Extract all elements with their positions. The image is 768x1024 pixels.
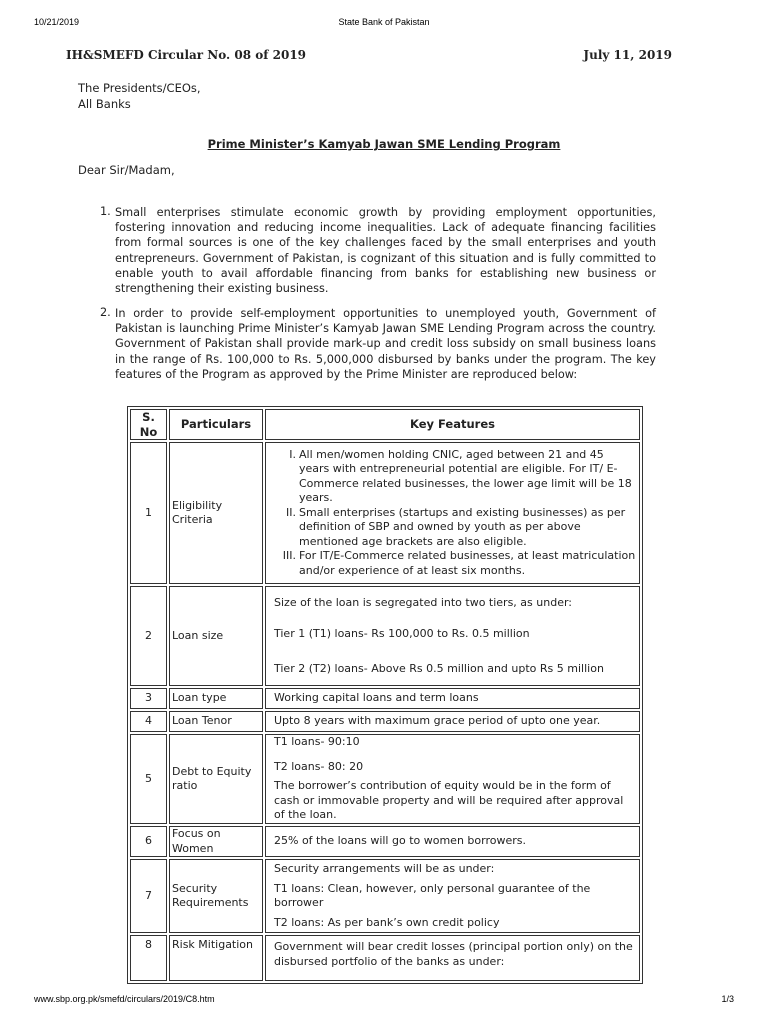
table-header-row	[130, 409, 640, 440]
feature-line: The borrower’s contribution of equity would be in the form of cash or immovable property and will be required after approval of the loan.	[274, 779, 624, 822]
cell-particular: Eligibility Criteria	[169, 442, 263, 584]
feature-line: Tier 2 (T2) loans- Above Rs 0.5 million and upto Rs 5 million	[274, 661, 604, 675]
cell-features: Working capital loans and term loans	[265, 688, 640, 709]
item-number: II.	[286, 505, 296, 519]
page-url: www.sbp.org.pk/smefd/circulars/2019/C8.htm	[34, 994, 215, 1004]
cell-particular: Debt to Equity ratio	[169, 734, 263, 824]
feature-line: T2 loans: As per bank’s own credit policy	[274, 915, 500, 929]
cell-particular: Loan size	[169, 586, 263, 686]
header-key-features: Key Features	[265, 409, 640, 440]
subject-heading: Prime Minister’s Kamyab Jawan SME Lending Program	[207, 137, 561, 151]
table-row	[130, 859, 640, 933]
cell-features	[265, 442, 640, 584]
eligibility-item	[274, 549, 637, 578]
table-row	[130, 442, 640, 584]
item-text: For IT/E-Commerce related businesses, at least matriculation and/or experience of at least six months.	[299, 549, 636, 577]
cell-particular: Security Requirements	[169, 859, 263, 933]
cell-features: 25% of the loans will go to women borrowers.	[265, 826, 640, 857]
cell-sno: 2	[130, 586, 167, 686]
addressee-line: The Presidents/CEOs,	[78, 81, 201, 95]
cell-sno: 3	[130, 688, 167, 709]
key-features-table	[127, 406, 643, 984]
paragraph-number: 1.	[100, 205, 111, 218]
page-header-title: State Bank of Pakistan	[338, 17, 430, 27]
item-number: I.	[289, 447, 296, 461]
eligibility-item	[274, 506, 637, 550]
table-row	[130, 935, 640, 981]
feature-line: Security arrangements will be as under:	[274, 862, 495, 875]
table-row	[130, 586, 640, 686]
cell-particular: Loan Tenor	[169, 711, 263, 732]
table-row	[130, 688, 640, 709]
eligibility-item	[274, 448, 637, 506]
item-text: Small enterprises (startups and existing businesses) as per definition of SBP and owned by youth as per above mentioned age brackets are also eligible.	[299, 505, 626, 548]
feature-line: T1 loans: Clean, however, only personal guarantee of the borrower	[274, 881, 591, 909]
cell-particular: Focus on Women	[169, 826, 263, 857]
cell-features	[265, 734, 640, 824]
table-row	[130, 826, 640, 857]
table-row	[130, 711, 640, 732]
cell-sno: 5	[130, 734, 167, 824]
item-number: III.	[282, 549, 296, 563]
header-sno: S. No	[130, 409, 167, 440]
header-particulars: Particulars	[169, 409, 263, 440]
paragraph-number: 2.	[100, 306, 111, 319]
circular-number: IH&SMEFD Circular No. 08 of 2019	[66, 48, 307, 62]
feature-line: Tier 1 (T1) loans- Rs 100,000 to Rs. 0.5 million	[274, 627, 530, 641]
cell-particular: Risk Mitigation	[169, 935, 263, 981]
cell-sno: 7	[130, 859, 167, 933]
feature-line: T1 loans- 90:10	[274, 735, 360, 749]
cell-sno: 6	[130, 826, 167, 857]
cell-particular: Loan type	[169, 688, 263, 709]
addressee	[78, 80, 201, 112]
circular-date: July 11, 2019	[583, 48, 672, 62]
cell-features: Government will bear credit losses (principal portion only) on the disbursed portfolio of the banks as under:	[265, 935, 640, 981]
addressee-line: All Banks	[78, 97, 131, 111]
page-number: 1/3	[721, 994, 734, 1004]
cell-sno: 1	[130, 442, 167, 584]
print-date: 10/21/2019	[34, 17, 80, 27]
cell-features	[265, 859, 640, 933]
cell-features	[265, 586, 640, 686]
paragraph-1: Small enterprises stimulate economic growth by providing employment opportunities, fostering innovation and reducing income inequalities. Lack of adequate financing facilities from formal sources is one of the key challenges faced by the small enterprises and youth entrepreneurs. Government of Pakistan, is cognizant of this situation and is fully committed to enable youth to avail affordable financing from banks for establishing new business or strengthening their existing business.	[115, 206, 656, 296]
cell-features: Upto 8 years with maximum grace period of upto one year.	[265, 711, 640, 732]
feature-line: T2 loans- 80: 20	[274, 759, 364, 773]
item-text: All men/women holding CNIC, aged between 21 and 45 years with entrepreneurial potential are eligible. For IT/ E-Commerce related businesses, the lower age limit will be 18 years.	[299, 447, 632, 505]
salutation: Dear Sir/Madam,	[78, 163, 175, 177]
cell-sno: 4	[130, 711, 167, 732]
paragraph-2: In order to provide self-employment opportunities to unemployed youth, Government of Pakistan is launching Prime Minister’s Kamyab Jawan SME Lending Program across the country. Government of Pakistan shall provide mark-up and credit loss subsidy on small business loans in the range of Rs. 100,000 to Rs. 5,000,000 disbursed by banks under the program. The key features of the Program as approved by the Prime Minister are reproduced below:	[115, 307, 656, 381]
feature-line: Size of the loan is segregated into two tiers, as under:	[274, 595, 572, 609]
cell-sno: 8	[130, 935, 167, 981]
table-row	[130, 734, 640, 824]
